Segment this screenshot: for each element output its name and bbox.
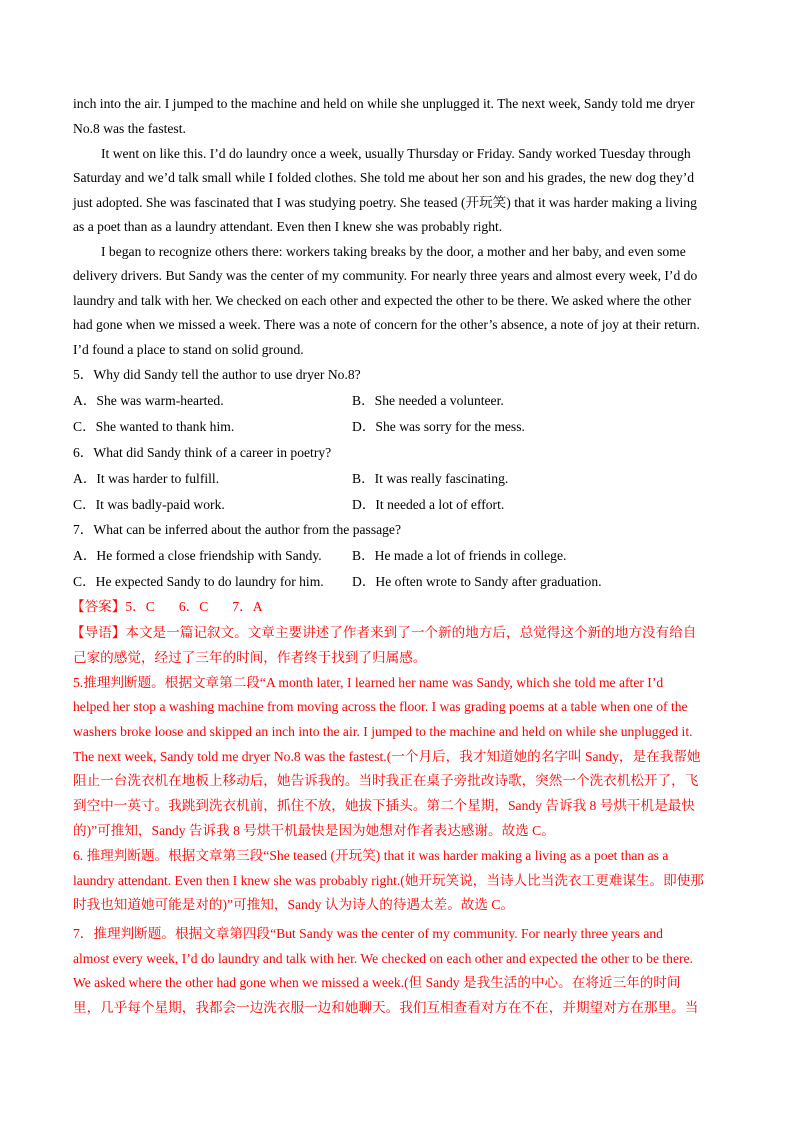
answer-item: 6．C xyxy=(178,599,209,614)
question-stem: 6．What did Sandy think of a career in poetry? xyxy=(73,445,332,460)
passage-line: It went on like this. I’d do laundry once a week, usually Thursday or Friday. Sandy worked Tuesday through xyxy=(101,146,691,161)
explanation-line: We asked where the other had gone when we missed a week.(但 Sandy 是我生活的中心。在将近三年的时间 xyxy=(73,975,681,990)
answer-item: 7．A xyxy=(232,599,263,614)
explanation-line: almost every week, I’d do laundry and talk with her. We checked on each other and expected the other to be there. xyxy=(73,951,693,966)
option-d: D．It needed a lot of effort. xyxy=(352,497,505,512)
explanation-line: 7．推理判断题。根据文章第四段“But Sandy was the center of my community. For nearly three years and xyxy=(73,926,663,941)
answer-line xyxy=(71,598,263,616)
option-c: C．She wanted to thank him. xyxy=(73,419,235,434)
option-c: C．It was badly-paid work. xyxy=(73,497,225,512)
explanation-line: 【导语】本文是一篇记叙文。文章主要讲述了作者来到了一个新的地方后，总觉得这个新的地方没有给自 xyxy=(71,625,697,640)
explanation-line: 6. 推理判断题。根据文章第三段“She teased (开玩笑) that it was harder making a living as a poet than as a xyxy=(73,848,669,863)
option-d: D．She was sorry for the mess. xyxy=(352,419,525,434)
option-a: A．She was warm-hearted. xyxy=(73,393,224,408)
passage-line: Saturday and we’d talk small while I folded clothes. She told me about her son and his grades, the new dog they’d xyxy=(73,170,695,185)
passage-line: I began to recognize others there: workers taking breaks by the door, a mother and her baby, and even some xyxy=(101,244,686,259)
explanation-line: laundry attendant. Even then I knew she was probably right.(她开玩笑说，当诗人比当洗衣工更难谋生。即使那 xyxy=(73,873,704,888)
answer-label: 【答案】 xyxy=(71,599,126,614)
explanation-line: 的)”可推知，Sandy 告诉我 8 号烘干机最快是因为她想对作者表达感谢。故选 C。 xyxy=(73,823,555,838)
passage-line: had gone when we missed a week. There was a note of concern for the other’s absence, a note of joy at their return. xyxy=(73,317,700,332)
option-b: B．He made a lot of friends in college. xyxy=(352,548,567,563)
option-c: C．He expected Sandy to do laundry for him. xyxy=(73,574,324,589)
explanation-line: 5.推理判断题。根据文章第二段“A month later, I learned her name was Sandy, which she told me after I’d xyxy=(73,675,664,690)
option-a: A．He formed a close friendship with Sandy. xyxy=(73,548,322,563)
question-stem: 7．What can be inferred about the author from the passage? xyxy=(73,522,402,537)
explanation-line: washers broke loose and skipped an inch into the air. I jumped to the machine and held on while she unplugged it. xyxy=(73,724,693,739)
explanation-line: The next week, Sandy told me dryer No.8 was the fastest.(一个月后，我才知道她的名字叫 Sandy，是在我帮她 xyxy=(73,749,701,764)
passage-line: as a poet than as a laundry attendant. Even then I knew she was probably right. xyxy=(73,219,503,234)
passage-line: laundry and talk with her. We checked on each other and expected the other to be there. We asked where the other xyxy=(73,293,692,308)
answer-item: 5．C xyxy=(125,599,155,614)
option-b: B．It was really fascinating. xyxy=(352,471,509,486)
explanation-line: 到空中一英寸。我跳到洗衣机前，抓住不放，她拔下插头。第二个星期，Sandy 告诉我 8 号烘干机是最快 xyxy=(73,798,695,813)
option-d: D．He often wrote to Sandy after graduation. xyxy=(352,574,602,589)
explanation-line: 里，几乎每个星期，我都会一边洗衣服一边和她聊天。我们互相查看对方在不在，并期望对方在那里。当 xyxy=(73,1000,699,1015)
explanation-line: helped her stop a washing machine from moving across the floor. I was grading poems at a table when one of the xyxy=(73,699,688,714)
passage-line: just adopted. She was fascinated that I was studying poetry. She teased (开玩笑) that it was harder making a living xyxy=(73,195,697,210)
explanation-line: 阻止一台洗衣机在地板上移动后，她告诉我的。当时我正在桌子旁批改诗歌，突然一个洗衣机松开了，飞 xyxy=(73,773,699,788)
explanation-line: 时我也知道她可能是对的)”可推知，Sandy 认为诗人的待遇太差。故选 C。 xyxy=(73,897,515,912)
passage-line: No.8 was the fastest. xyxy=(73,121,186,136)
passage-line: I’d found a place to stand on solid ground. xyxy=(73,342,304,357)
explanation-line: 己家的感觉，经过了三年的时间，作者终于找到了归属感。 xyxy=(73,650,427,665)
passage-line: inch into the air. I jumped to the machine and held on while she unplugged it. The next week, Sandy told me dryer xyxy=(73,96,695,111)
option-a: A．It was harder to fulfill. xyxy=(73,471,220,486)
option-b: B．She needed a volunteer. xyxy=(352,393,504,408)
question-stem: 5．Why did Sandy tell the author to use dryer No.8? xyxy=(73,367,361,382)
passage-line: delivery drivers. But Sandy was the center of my community. For nearly three years and almost every week, I’d do xyxy=(73,268,698,283)
